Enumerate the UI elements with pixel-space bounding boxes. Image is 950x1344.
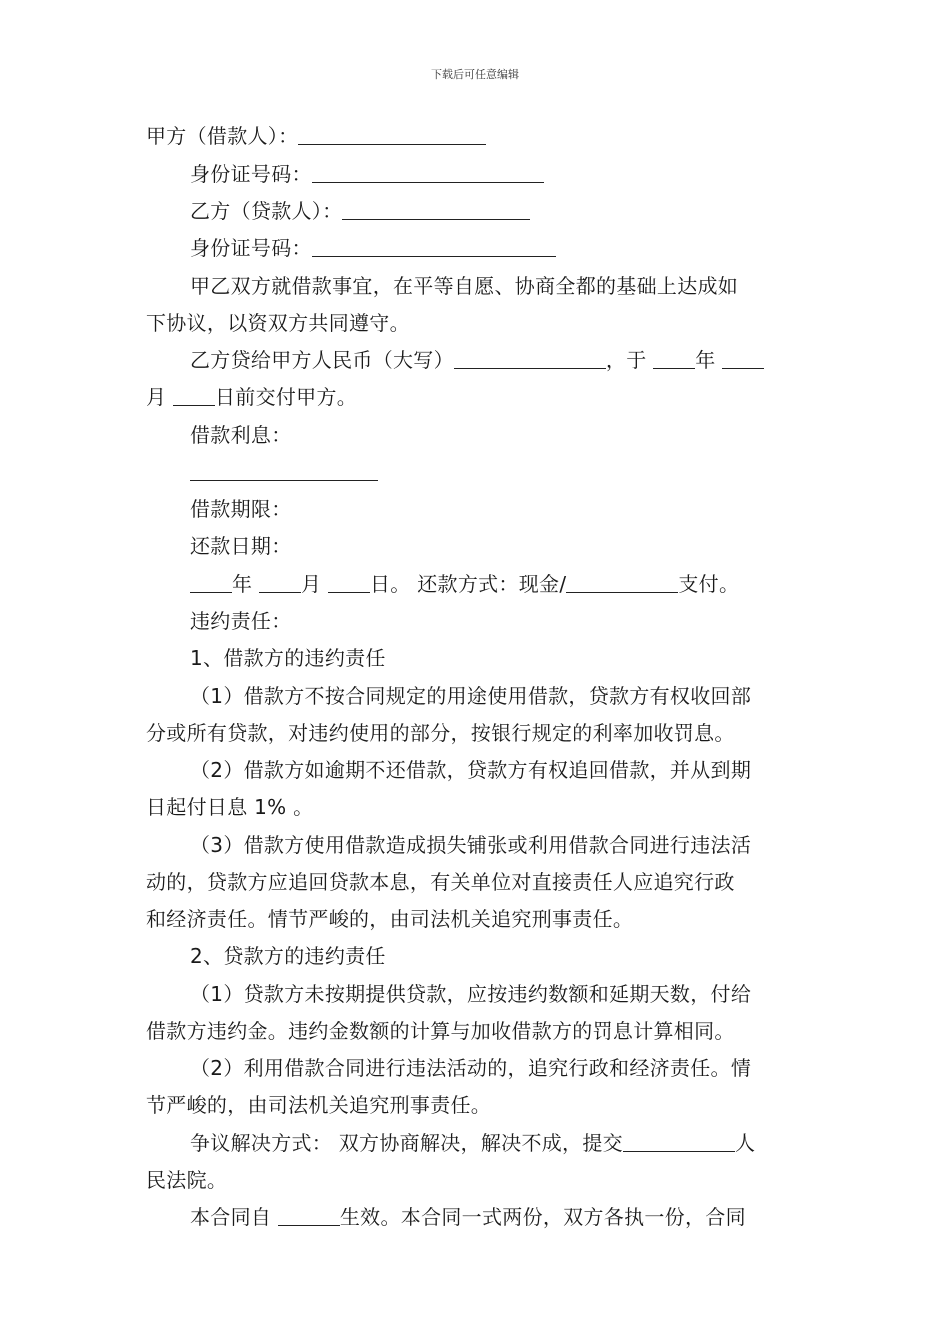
borrower-clause-1b: 分或所有贷款，对违约使用的部分，按银行规定的利率加收罚息。 — [146, 721, 735, 745]
party-b-label: 乙方（贷款人）： — [190, 199, 343, 223]
repay-date-label: 还款日期： — [190, 534, 292, 558]
interest-label: 借款利息： — [190, 423, 292, 447]
lender-breach-heading: 2、贷款方的违约责任 — [190, 944, 386, 968]
party-a-label: 甲方（借款人）： — [146, 124, 299, 148]
borrower-clause-3a: （3）借款方使用借款造成损失铺张或利用借款合同进行违法活 — [190, 833, 752, 857]
interest-blank[interactable] — [190, 458, 378, 481]
borrower-clause-2a: （2）借款方如逾期不还借款，贷款方有权追回借款，并从到期 — [190, 758, 752, 782]
party-a-blank[interactable] — [298, 122, 486, 145]
loan-day-blank[interactable] — [173, 383, 215, 406]
loan-year-blank[interactable] — [653, 346, 695, 369]
loan-month-label: 月 — [146, 385, 167, 409]
dispute-line — [190, 1125, 755, 1161]
id-number-label-2: 身份证号码： — [190, 236, 312, 260]
id-number-line-2 — [190, 230, 556, 266]
repay-day-blank[interactable] — [328, 570, 370, 593]
repay-method-label: 日。 还款方式：现金/ — [369, 572, 567, 596]
lender-clause-1b: 借款方违约金。违约金数额的计算与加收借款方的罚息计算相同。 — [146, 1019, 735, 1043]
dispute-label-end: 人 — [734, 1131, 756, 1155]
lender-clause-2b: 节严峻的，由司法机关追究刑事责任。 — [146, 1093, 492, 1117]
loan-amount-blank[interactable] — [454, 346, 606, 369]
repay-month-blank[interactable] — [259, 570, 301, 593]
party-a-line — [146, 118, 486, 154]
borrower-clause-2b: 日起付日息 1% 。 — [146, 795, 314, 819]
page-header: 下载后可任意编辑 — [431, 68, 519, 81]
lender-clause-1a: （1）贷款方未按期提供贷款，应按违约数额和延期天数，付给 — [190, 982, 752, 1006]
term-label: 借款期限： — [190, 497, 292, 521]
lender-clause-2a: （2）利用借款合同进行违法活动的，追究行政和经济责任。情 — [190, 1056, 752, 1080]
effective-label-rest: 生效。本合同一式两份，双方各执一份，合同 — [339, 1205, 746, 1229]
interest-blank-line — [190, 454, 378, 490]
intro-line-1: 甲乙双方就借款事宜，在平等自愿、协商全都的基础上达成如 — [190, 274, 739, 298]
id-number-line-1 — [190, 156, 544, 192]
loan-date-label: ，于 — [605, 348, 647, 372]
repay-month-label: 月 — [300, 572, 322, 596]
repay-end-label: 支付。 — [678, 572, 740, 596]
repay-year-blank[interactable] — [190, 570, 232, 593]
loan-delivery-label: 日前交付甲方。 — [214, 385, 358, 409]
effective-line — [190, 1199, 746, 1235]
dispute-label: 争议解决方式： 双方协商解决，解决不成，提交 — [190, 1131, 623, 1155]
effective-label: 本合同自 — [190, 1205, 272, 1229]
effective-date-blank[interactable] — [278, 1203, 340, 1226]
borrower-breach-heading: 1、借款方的违约责任 — [190, 646, 386, 670]
borrower-clause-1a: （1）借款方不按合同规定的用途使用借款，贷款方有权收回部 — [190, 684, 752, 708]
loan-delivery-line — [146, 379, 357, 415]
loan-year-label: 年 — [695, 348, 716, 372]
breach-heading: 违约责任： — [190, 609, 292, 633]
court-blank[interactable] — [623, 1129, 735, 1152]
id-number-blank-1[interactable] — [312, 160, 544, 183]
repay-date-line — [190, 566, 739, 602]
loan-month-blank[interactable] — [722, 346, 764, 369]
loan-amount-label: 乙方贷给甲方人民币（大写） — [190, 348, 454, 372]
loan-amount-line — [190, 342, 764, 378]
party-b-blank[interactable] — [342, 197, 530, 220]
intro-line-2: 下协议，以资双方共同遵守。 — [146, 311, 410, 335]
dispute-line-2: 民法院。 — [146, 1168, 228, 1192]
repay-method-blank[interactable] — [566, 570, 678, 593]
borrower-clause-3c: 和经济责任。情节严峻的，由司法机关追究刑事责任。 — [146, 907, 634, 931]
party-b-line — [190, 193, 530, 229]
repay-year-label: 年 — [232, 572, 253, 596]
id-number-blank-2[interactable] — [312, 234, 556, 257]
id-number-label-1: 身份证号码： — [190, 162, 312, 186]
borrower-clause-3b: 动的，贷款方应追回贷款本息，有关单位对直接责任人应追究行政 — [146, 870, 735, 894]
